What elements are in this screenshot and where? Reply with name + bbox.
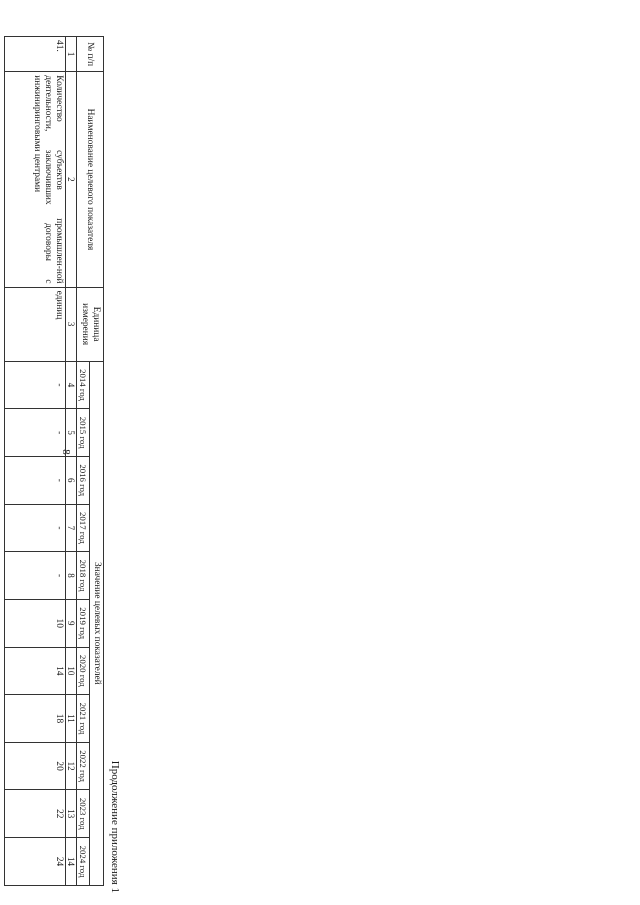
value-cell: 24 — [5, 838, 66, 886]
column-number: 8 — [66, 552, 77, 600]
subprogram-row — [0, 37, 5, 886]
page-number: 8 — [60, 449, 72, 455]
header-year: 2014 год — [77, 361, 90, 409]
header-year: 2020 год — [77, 647, 90, 695]
value-cell: 22 — [5, 790, 66, 838]
value-cell: - — [5, 504, 66, 552]
table-row — [5, 37, 66, 886]
value-cell: 10 — [5, 599, 66, 647]
continuation-caption: Продолжение приложения 1 — [109, 760, 121, 893]
column-number: 1 — [66, 37, 77, 72]
unit-cell: единиц — [5, 287, 66, 361]
column-number: 13 — [66, 790, 77, 838]
header-year: 2022 год — [77, 742, 90, 790]
header-values-group: Значение целевых показателей — [90, 361, 104, 885]
header-year: 2024 год — [77, 838, 90, 886]
column-number: 10 — [66, 647, 77, 695]
header-year: 2017 год — [77, 504, 90, 552]
column-number: 5 — [66, 409, 77, 457]
column-number: 14 — [66, 838, 77, 886]
row-number: 41. — [5, 37, 66, 72]
column-number: 11 — [66, 695, 77, 743]
value-cell: - — [5, 456, 66, 504]
value-cell: - — [5, 552, 66, 600]
indicators-table — [0, 36, 104, 886]
column-number: 9 — [66, 599, 77, 647]
header-indicator-name: Наименование целевого показателя — [77, 72, 104, 287]
header-year: 2018 год — [77, 552, 90, 600]
indicator-name: Количество субъектов промышлен-ной деятельности, заключивших договоры с инжиниринговыми центрами — [5, 72, 66, 287]
header-year: 2019 год — [77, 599, 90, 647]
column-number: 4 — [66, 361, 77, 409]
column-number: 6 — [66, 456, 77, 504]
header-year: 2023 год — [77, 790, 90, 838]
header-number: № п/п — [77, 37, 104, 72]
column-number: 3 — [66, 287, 77, 361]
header-year: 2015 год — [77, 409, 90, 457]
value-cell: 18 — [5, 695, 66, 743]
column-number: 2 — [66, 72, 77, 287]
rotated-document — [0, 36, 122, 897]
column-number: 12 — [66, 742, 77, 790]
value-cell: - — [5, 361, 66, 409]
value-cell: 14 — [5, 647, 66, 695]
header-unit: Единица измерения — [77, 287, 104, 361]
header-year: 2016 год — [77, 456, 90, 504]
subprogram-title — [0, 37, 5, 886]
value-cell: 20 — [5, 742, 66, 790]
value-cell: - — [5, 409, 66, 457]
column-number: 7 — [66, 504, 77, 552]
header-year: 2021 год — [77, 695, 90, 743]
